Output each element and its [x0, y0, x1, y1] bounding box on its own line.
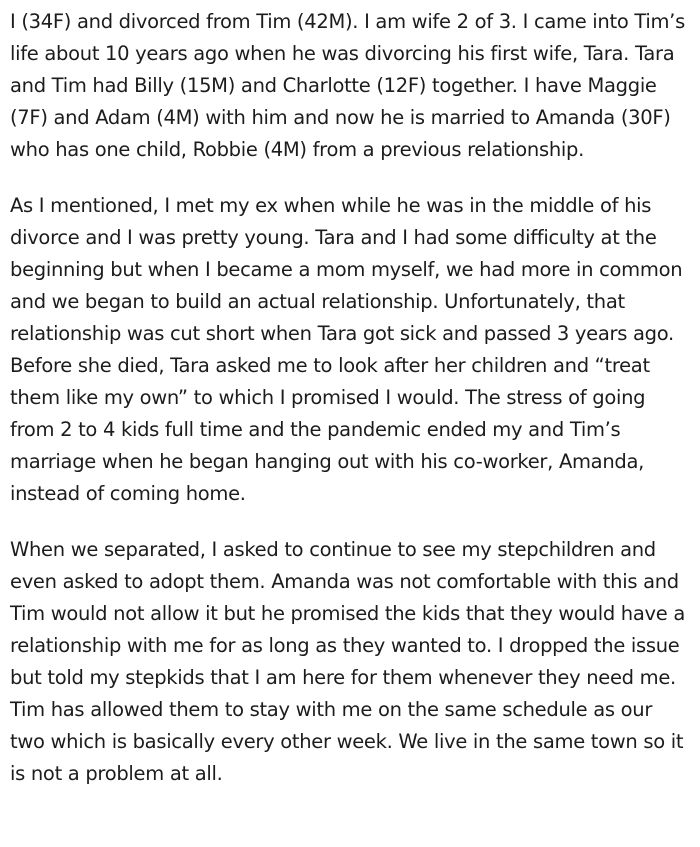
paragraph-family-background: I (34F) and divorced from Tim (42M). I am wife 2 of 3. I came into Tim’s life about 10 years ago when he was divorcing his first wife, Tara. Tara and Tim had Billy (15M) and Charlotte (12F) together. I have Maggie (7F) and Adam (4M) with him and now he is married to Amanda (30F) who has one child, Robbie (4M) from a previous relationship.	[10, 10, 685, 161]
paragraph-separation-arrangement: When we separated, I asked to continue to see my stepchildren and even asked to adopt them. Amanda was not comfortable with this and Tim would not allow it but he promised the kids that they would have a relationship with me for as long as they wanted to. I dropped the issue but told my stepkids that I am here for them whenever they need me. Tim has allowed them to stay with me on the same schedule as our two which is basically every other week. We live in the same town so it is not a problem at all.	[10, 538, 686, 785]
paragraph-relationship-history: As I mentioned, I met my ex when while he was in the middle of his divorce and I was pretty young. Tara and I had some difficulty at the beginning but when I became a mom myself, we had more in common and we began to build an actual relationship. Unfortunately, that relationship was cut short when Tara got sick and passed 3 years ago. Before she died, Tara asked me to look after her children and “treat them like my own” to which I promised I would. The stress of going from 2 to 4 kids full time and the pandemic ended my and Tim’s marriage when he began hanging out with his co-worker, Amanda, instead of coming home.	[10, 194, 683, 505]
